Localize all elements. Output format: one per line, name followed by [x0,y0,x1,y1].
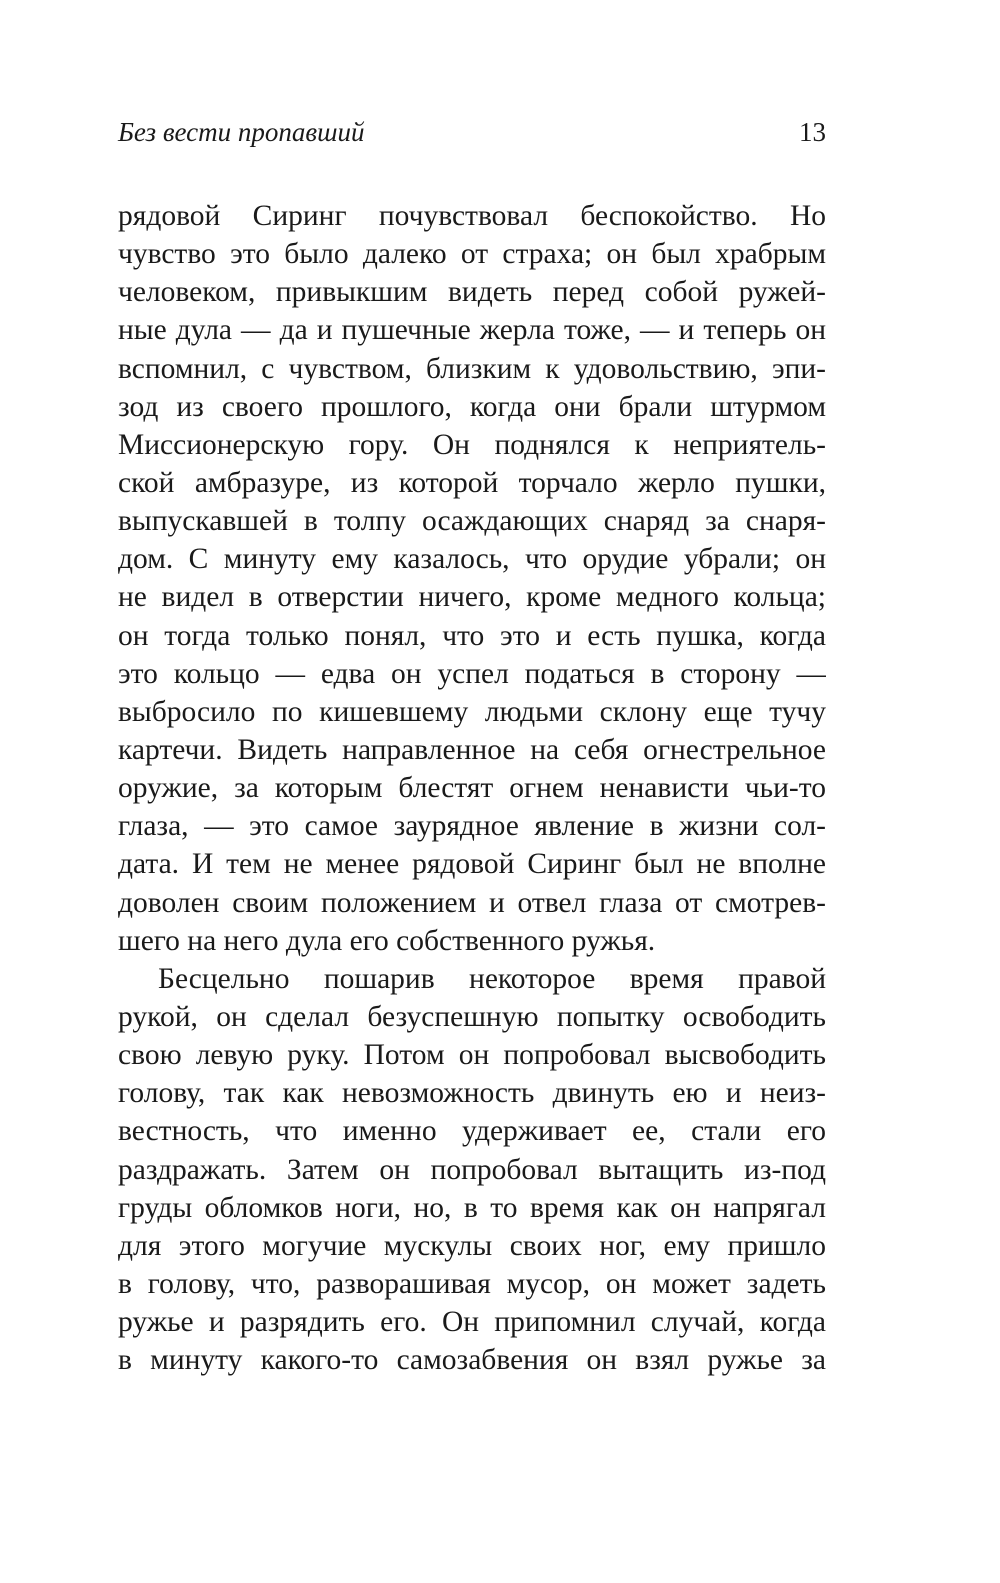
text-line: рядовой Сиринг почувствовал беспокойство. Но [118,200,826,232]
text-body [118,197,826,1379]
text-line: голову, так как невозможность двинуть ею и неиз- [118,1077,826,1110]
text-line: ской амбразуре, из которой торчало жерло пушки, [118,466,826,499]
text-line: выбросило по кишевшему людьми склону еще тучу [118,695,826,728]
text-line: Миссионерскую гору. Он поднялся к неприятель- [118,428,826,461]
text-line: доволен своим положением и отвел глаза от смотрев- [118,886,826,919]
text-line: шего на него дула его собственного ружья. [118,924,656,957]
text-line: свою левую руку. Потом он попробовал высвободить [118,1039,826,1072]
text-line: не видел в отверстии ничего, кроме медного кольца; [118,581,826,614]
text-line: это кольцо — едва он успел податься в сторону — [118,657,826,690]
text-line: раздражать. Затем он попробовал вытащить из-под [118,1153,826,1186]
running-title: Без вести пропавший [118,117,365,147]
text-line: для этого могучие мускулы своих ног, ему пришло [118,1229,826,1262]
text-line: вестность, что именно удерживает ее, стали его [118,1115,826,1148]
text-line: груды обломков ноги, но, в то время как он напрягал [118,1191,826,1224]
text-line: дата. И тем не менее рядовой Сиринг был не вполне [118,848,826,881]
text-line: чувство это было далеко от страха; он был храбрым [118,238,826,271]
text-line: рукой, он сделал безуспешную попытку освободить [118,1000,826,1033]
text-line: в голову, что, разворашивая мусор, он может задеть [118,1267,826,1300]
text-line: ружье и разрядить его. Он припомнил случай, когда [118,1306,826,1339]
text-line: в минуту какого-то самозабвения он взял ружье за [118,1344,826,1377]
text-line: вспомнил, с чувством, близким к удовольствию, эпи- [118,352,826,385]
running-header [118,112,826,152]
text-line: оружие, за которым блестят огнем ненависти чьи-то [118,772,826,805]
text-line: Бесцельно пошарив некоторое время правой [158,962,826,995]
text-line: зод из своего прошлого, когда они брали штурмом [118,390,826,423]
text-line: картечи. Видеть направленное на себя огнестрельное [118,733,826,766]
text-line: выпускавшей в толпу осаждающих снаряд за снаря- [118,505,826,538]
text-line: он тогда только понял, что это и есть пушка, когда [118,619,826,652]
text-line: ные дула — да и пушечные жерла тоже, — и теперь он [118,314,826,347]
text-line: дом. С минуту ему казалось, что орудие убрали; он [118,543,826,576]
text-line: глаза, — это самое заурядное явление в жизни сол- [118,810,826,843]
text-line: человеком, привыкшим видеть перед собой ружей- [118,276,826,309]
page-number: 13 [799,117,826,147]
